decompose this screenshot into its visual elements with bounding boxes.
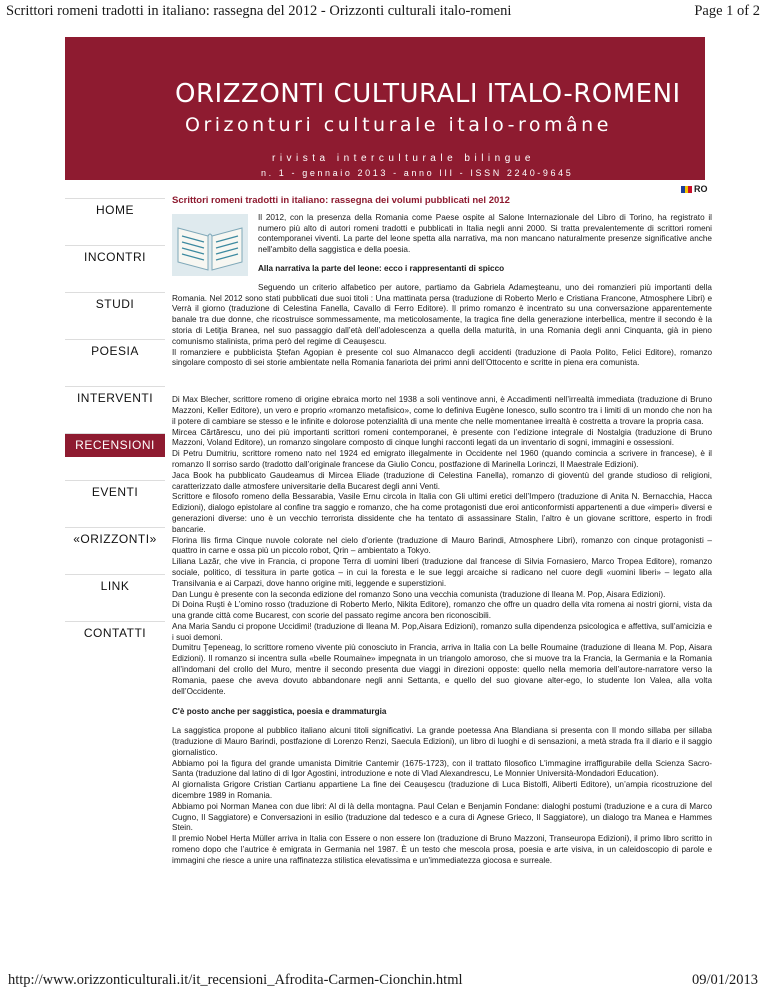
- paragraph: Dumitru Ţepeneag, lo scrittore romeno vivente più conosciuto in Francia, arriva in Italia con La belle Roumaine (traduzione di Ileana M. Pop, Aisara Edizioni). Il romanzo si incentra sulla «belle Roumaine» impegnata in un triangolo amoroso, che si muove tra la Francia, la Germania e la Romania all’indomani del crollo del Muro, mentre il secondo presenta due viaggi in direzioni opposte: quello nella memoria dell’autore-narratore verso la Romania, paese che aveva dovuto abbandonare negli anni Settanta, e quello del suo giovane alter-ego, lo studente Ion Valea, alla volta dell’Occidente.: [172, 643, 712, 696]
- paragraph: Al giornalista Grigore Cristian Cartianu appartiene La fine dei Ceauşescu (traduzione di Luca Bistolfi, Aliberti Editore), un’ampia ricostruzione del dicembre 1989 in Romania.: [172, 780, 712, 801]
- main-nav: [65, 198, 165, 668]
- article: [172, 196, 712, 867]
- romania-flag-icon: [681, 186, 692, 193]
- print-date: 09/01/2013: [691, 972, 758, 988]
- paragraph: Abbiamo poi Norman Manea con due libri: Al di là della montagna. Paul Celan e Benjamin Fondane: dialoghi postumi (traduzione e a cura di Marco Cugno, Il Saggiatore) e Conversazioni in esilio (traduzione dal tedesco e a cura di Agnese Grieco, Il Saggiatore), un dialogo tra Manea e Hammes Stein.: [172, 801, 712, 833]
- paragraph: Il premio Nobel Herta Müller arriva in Italia con Essere o non essere Ion (traduzione di Bruno Mazzoni, Transeuropa Edizioni), il primo libro scritto in romeno dopo che l’autrice è emigrata in Germania nel 1987. È un testo che mescola prosa, poesia e arte visiva, in un caleidoscopio di parole e immagini che riesce a unire una raffinatezza stilistica elevatissima e un'immediatezza giocosa e surreale.: [172, 834, 712, 865]
- nav-interventi[interactable]: INTERVENTI: [65, 386, 165, 410]
- banner-tagline: rivista interculturale bilingue: [272, 153, 535, 164]
- nav-poesia[interactable]: POESIA: [65, 339, 165, 363]
- intro-paragraph: Il 2012, con la presenza della Romania come Paese ospite al Salone Internazionale del Libro di Torino, ha registrato il numero più alto di autori romeni tradotti e pubblicati in Italia negli anni 2000. Si tratta prevalentemente di scrittori romeni contemporanei viventi. La parte del leone spetta alla narrativa, ma non mancano naturalmente presenze significative anche nell'ambito della saggistica e della poesia.: [258, 212, 712, 255]
- nav-studi[interactable]: STUDI: [65, 292, 165, 316]
- section-heading-narrativa: Alla narrativa la parte del leone: ecco i rappresentanti di spicco: [258, 263, 505, 273]
- print-header: [0, 0, 768, 22]
- language-switch[interactable]: [681, 184, 708, 194]
- page-url[interactable]: http://www.orizzonticulturali.it/it_recensioni_Afrodita-Carmen-Cionchin.html: [8, 972, 463, 988]
- nav-recensioni[interactable]: RECENSIONI: [65, 433, 165, 457]
- banner-title-it: ORIZZONTI CULTURALI ITALO-ROMENI: [175, 79, 681, 109]
- paragraph: Di Doina Ruşti è L’omino rosso (traduzione di Roberto Merlo, Nikita Editore), romanzo che offre un quadro della vita romena ai nostri giorni, vista da una grande città come Bucarest, con scorie del passato regime ancora ben riconoscibili.: [172, 600, 712, 621]
- paragraph: Scrittore e filosofo romeno della Bessarabia, Vasile Ernu circola in Italia con Gli ultimi eretici dell’Impero (traduzione di Anita N. Bernacchia, Hacca Edizioni), dialogo epistolare al confine tra saggio e romanzo, che ha come protagonisti due eroi anticonformisti appartenenti a due «imperi» diversi e generazioni diverse: uno è un vecchio terrorista dissidente che ha tentato di assassinare Stalin, l’altro è un giovane scrittore, esperto in frodi bancarie.: [172, 492, 712, 534]
- paragraph: Mircea Cărtărescu, uno dei più importanti scrittori romeni contemporanei, è presente con l’edizione integrale di Nostalgia (traduzione di Bruno Mazzoni, Voland Editore), un romanzo singolare composto di cinque lunghi racconti legati da un inventario di sogni, immagini e ossessioni.: [172, 427, 712, 448]
- paragraph: Florina Ilis firma Cinque nuvole colorate nel cielo d’oriente (traduzione di Mauro Barindi, Atmosphere Libri), romanzo con cinque protagonisti – quattro in carne e ossa più un piccolo robot, Qrin – ambientato a Tokyo.: [172, 535, 712, 556]
- nav-orizzonti[interactable]: «ORIZZONTI»: [65, 527, 165, 551]
- nav-home[interactable]: HOME: [65, 198, 165, 222]
- paragraph: Di Petru Dumitriu, scrittore romeno nato nel 1924 ed emigrato illegalmente in Occidente nel 1960 (quando comincia a scrivere in francese), è il romanzo Il sorriso sardo (tradotto dall’originale francese da Giulio Concu, postfazione di Marinella Lorinczi, Il Maestrale Edizioni).: [172, 449, 712, 469]
- print-title: Scrittori romeni tradotti in italiano: rassegna del 2012 - Orizzonti culturali italo-romeni: [6, 3, 512, 19]
- print-footer: [0, 970, 768, 994]
- paragraph: Jaca Book ha pubblicato Gaudeamus di Mircea Eliade (traduzione di Celestina Fanella), romanzo di gioventù del grande studioso di religioni, caratterizzato dalle atmosfere universitarie della Bucarest degli anni Venti.: [172, 470, 712, 491]
- paragraph: Seguendo un criterio alfabetico per autore, partiamo da Gabriela Adameşteanu, uno dei romanzieri più importanti della Romania. Nel 2012 sono stati pubblicati due suoi titoli : Una mattinata persa (traduzione di Roberto Merlo e Cristiana Francone, Atmosphere Libri) e Verrà il giorno (traduzione di Celestina Fanella, Cavallo di Ferro Editore). Il primo romanzo è incentrato su una conversazione apparentemente banale tra due donne, che ricostruisce sommessamente, ma meticolosamente, la tragica fine della generazione interbellica, mentre il secondo è la storia di Letiţia Branea, nel suo passaggio dall’età dell’adolescenza a quella della maturità, in una Romania degli anni Cinquanta, già in pieno comunismo stalinista, prima però del regime di Ceauşescu.: [172, 282, 712, 346]
- paragraph: La saggistica propone al pubblico italiano alcuni titoli significativi. La grande poetessa Ana Blandiana si presenta con Il mondo sillaba per sillaba (traduzione di Mauro Barindi, postfazione di Lorenzo Renzi, Saecula Edizioni), un libro di luoghi e di sensazioni, a metà strada fra il diario e il saggio giornalistico.: [172, 726, 712, 757]
- banner-issue: n. 1 - gennaio 2013 - anno III - ISSN 2240-9645: [261, 168, 574, 178]
- site-banner[interactable]: [65, 37, 705, 180]
- language-label: RO: [694, 184, 708, 194]
- paragraph: Liliana Lazăr, che vive in Francia, ci propone Terra di uomini liberi (traduzione dal francese di Silvia Fornasiero, Marco Tropea Editore), romanzo sociale, politico, di tessitura in parte gotica – in cui la foresta e le sue leggi arcaiche si radicano nel cuore degli «uomini liberi» – legato alla Transilvania e ai Carpazi, dove hanno origine miti, leggende e superstizioni.: [172, 557, 712, 588]
- nav-eventi[interactable]: EVENTI: [65, 480, 165, 504]
- article-title: Scrittori romeni tradotti in italiano: rassegna dei volumi pubblicati nel 2012: [172, 195, 510, 206]
- page-number: Page 1 of 2: [694, 3, 760, 19]
- nav-incontri[interactable]: INCONTRI: [65, 245, 165, 269]
- paragraph: Il romanziere e pubblicista Ştefan Agopian è presente col suo Almanacco degli accidenti (traduzione di Paola Polito, Felici Editore), romanzo singolare composto di sei storie ambientate nella Romania fanariota dei primi anni dell’Ottocento e scritte in piena era comunista.: [172, 347, 712, 368]
- section-heading-saggistica: C'è posto anche per saggistica, poesia e drammaturgia: [172, 707, 387, 717]
- nav-link[interactable]: LINK: [65, 574, 165, 598]
- paragraph: Ana Maria Sandu ci propone Uccidimi! (traduzione di Ileana M. Pop,Aisara Edizioni), romanzo sulla dipendenza psicologica e affettiva, sull’amicizia e i suoi demoni.: [172, 621, 712, 642]
- paragraph: Dan Lungu è presente con la seconda edizione del romanzo Sono una vecchia comunista (traduzione di Ileana M. Pop, Aisara Edizioni).: [172, 589, 666, 599]
- banner-title-ro: Orizonturi culturale italo-române: [185, 114, 612, 136]
- paragraph: Abbiamo poi la figura del grande umanista Dimitrie Cantemir (1675-1723), con il trattato filosofico L'immagine irraffigurabile della Scienza Sacro-Santa (traduzione dal latino di di Igor Agostini, introduzione e note di Vlad Alexandrescu, Le Monnier Università-Mondadori Education).: [172, 758, 712, 779]
- nav-contatti[interactable]: CONTATTI: [65, 621, 165, 645]
- paragraph: Di Max Blecher, scrittore romeno di origine ebraica morto nel 1938 a soli ventinove anni, è Accadimenti nell’irrealtà immediata (traduzione di Bruno Mazzoni, Keller Editore), un vero e proprio «romanzo metafisico», come lo definiva Eugène Ionesco, sullo scontro tra i limiti di un mondo che non ha il potere di cambiare se stesso e le infinite e dolorose potenzialità di una mente che nelle momentanee irrealtà è costretta a trovare la propria casa.: [172, 395, 712, 426]
